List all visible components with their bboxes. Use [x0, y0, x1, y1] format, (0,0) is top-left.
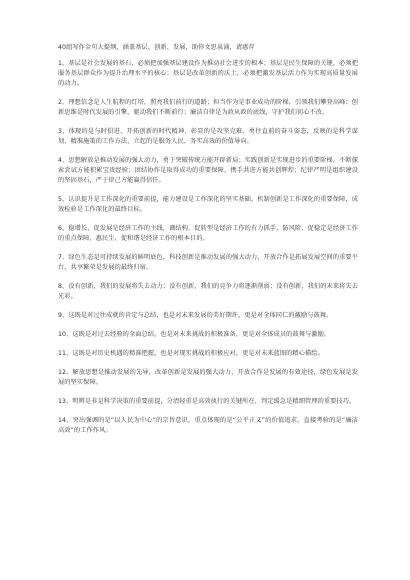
list-item: 11、这既是对历史机遇的精准把握，也是对现实挑战的积极应对，更是对未来蓝图的精心描绘。	[58, 350, 324, 357]
list-item: 1、基层是社会发展的基石，必须把加强基层建设作为推动社会进步的根本；基层是民生保障的关键，必须把服务基层群众作为提升治理水平的核心；基层是改革创新的沃土，必须把激发基层活力作为实现高质量发展的动力。	[58, 60, 358, 87]
list-item: 5、认识提升是工作深化的重要前提，能力建设是工作深化的坚实基础，机制创新是工作深化的重要保障，成效检验是工作深化的最终目标。	[58, 196, 358, 213]
list-item: 6、稳增长、促发展是经济工作的主线，调结构、促转型是经济工作的有力抓手，防风险、促稳定是经济工作的重点保障，惠民生、促和谐是经济工作的根本目的。	[58, 225, 358, 242]
list-item: 10、这既是对过去经验的全面总结，也是对未来挑战的积极准备，更是对全体成员的鼓舞与激励。	[58, 331, 331, 338]
list-item: 12、解放思想是推动发展的先导，改革创新是发展的强大动力，开放合作是发展的有效途径，绿色发展是发展的坚实保障。	[58, 369, 358, 386]
document-title: 40组写作金句大提纲，涵盖基层、创新、发展，助你文思泉涌，请惠存	[58, 44, 255, 51]
list-item: 2、理想信念是人生航程的灯塔，照亮我们前行的道路；担当作为是事业成功的阶梯，引领我们攀登高峰；创新思维是时代发展的引擎，驱动我们不断前行；廉洁自律是为政从政的底线，守护我们初心不改。	[58, 99, 358, 116]
list-item: 3、体现的是与时俱进、开拓创新的时代精神，彰显的是攻坚克难、勇往直前的奋斗姿态，反映的是科学谋划、精准施策的工作方法，立起的是服务人民、务实高效的价值导向。	[58, 128, 358, 145]
list-item: 14、突出强调的是“以人民为中心”的宗旨意识，重点体现的是“公平正义”的价值追求，直接考验的是“廉洁高效”的工作作风。	[58, 417, 358, 434]
list-item: 13、明辨是非是科学决策的重要前提，分清轻重是高效执行的关键所在，判定缓急是精细管理的重要技巧。	[58, 398, 356, 405]
list-item: 8、没有创新，我们的发展将失去动力；没有创新，我们的竞争力将逐渐削弱；没有创新，我们的未来将失去光彩。	[58, 283, 358, 300]
list-item: 7、绿色生态是可持续发展的鲜明底色，科技创新是推动发展的强大动力，开放合作是拓展发展空间的重要平台，共享繁荣是发展的最终归宿。	[58, 254, 358, 271]
list-item: 4、思想解放是推动发展的强大动力，勇于突破传统方能开辟新局；实践创新是实现进步的重要阶梯，不断探索尝试方能积累宝贵经验；团结协作是取得成功的重要保障，携手共进方能共创辉煌；纪律严明是组织建设的坚固基石，严于律己方能赢得信任。	[58, 157, 358, 184]
list-item: 9、这既是对过往成就的肯定与总结，也是对未来发展的美好期许，更是对全体同仁的激励与鼓舞。	[58, 312, 333, 319]
article	[58, 43, 358, 445]
